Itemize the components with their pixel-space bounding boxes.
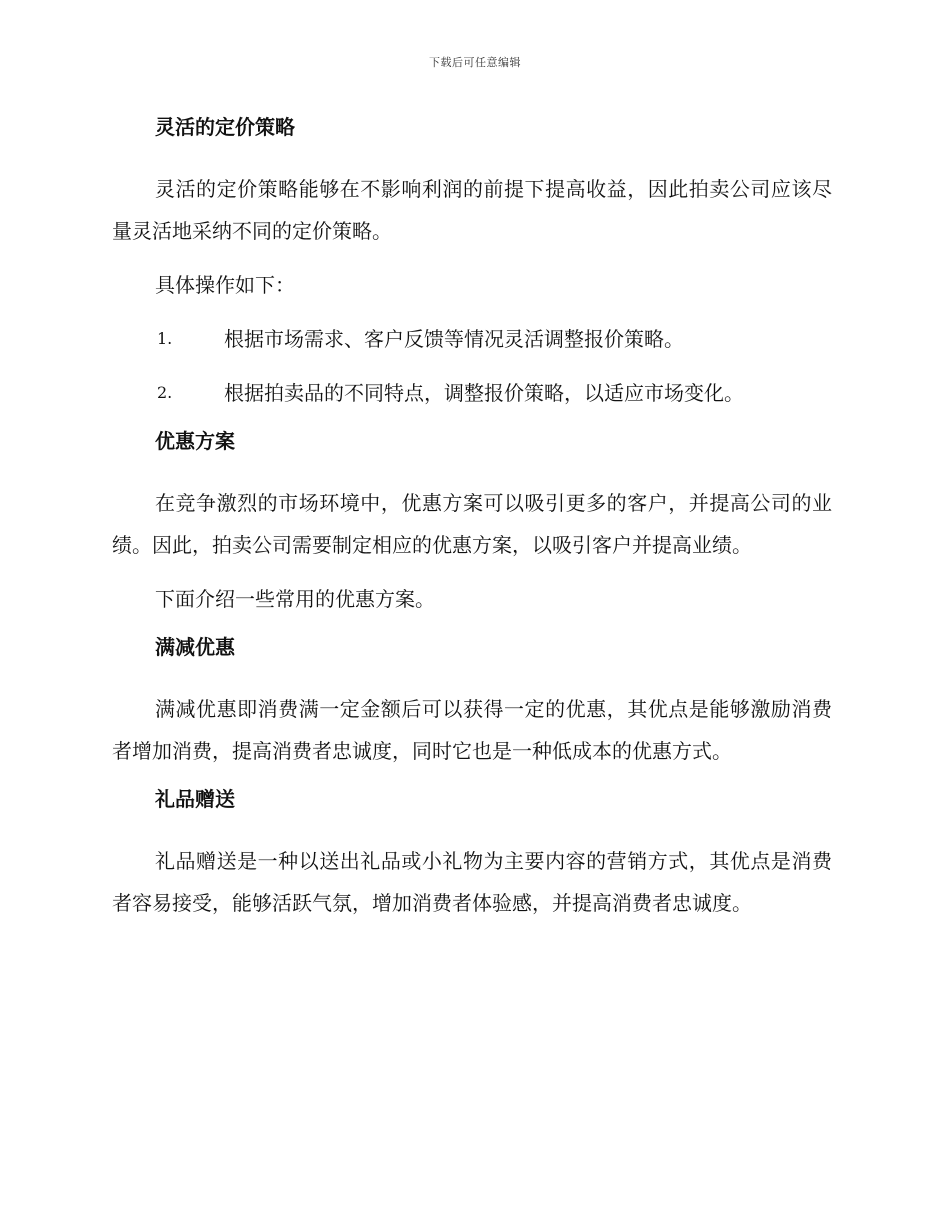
list-item	[112, 372, 832, 414]
list-item-number: 1.	[157, 329, 173, 348]
paragraph-discount-plans-intro: 在竞争激烈的市场环境中，优惠方案可以吸引更多的客户，并提高公司的业绩。因此，拍卖公司需要制定相应的优惠方案，以吸引客户并提高业绩。	[112, 491, 832, 557]
paragraph-spend-discount: 满减优惠即消费满一定金额后可以获得一定的优惠，其优点是能够激励消费者增加消费，提高消费者忠诚度，同时它也是一种低成本的优惠方式。	[112, 697, 832, 763]
operations-list	[112, 318, 832, 414]
heading-spend-discount: 满减优惠	[155, 635, 235, 659]
list-item-text: 根据拍卖品的不同特点，调整报价策略，以适应市场变化。	[224, 381, 744, 405]
list-item	[112, 318, 832, 360]
heading-gift-giving: 礼品赠送	[155, 787, 235, 811]
paragraph-discount-plans-lead: 下面介绍一些常用的优惠方案。	[155, 587, 435, 611]
heading-flexible-pricing: 灵活的定价策略	[155, 115, 295, 139]
paragraph-flexible-pricing-intro: 灵活的定价策略能够在不影响利润的前提下提高收益，因此拍卖公司应该尽量灵活地采纳不同的定价策略。	[112, 177, 832, 243]
list-item-text: 根据市场需求、客户反馈等情况灵活调整报价策略。	[224, 327, 684, 351]
heading-discount-plans: 优惠方案	[155, 429, 235, 453]
page-header: 下载后可任意编辑	[429, 56, 521, 69]
list-item-number: 2.	[157, 383, 173, 402]
paragraph-gift-giving: 礼品赠送是一种以送出礼品或小礼物为主要内容的营销方式，其优点是消费者容易接受，能够活跃气氛，增加消费者体验感，并提高消费者忠诚度。	[112, 849, 832, 915]
paragraph-operations-lead: 具体操作如下：	[155, 273, 295, 297]
document-body	[112, 112, 832, 936]
